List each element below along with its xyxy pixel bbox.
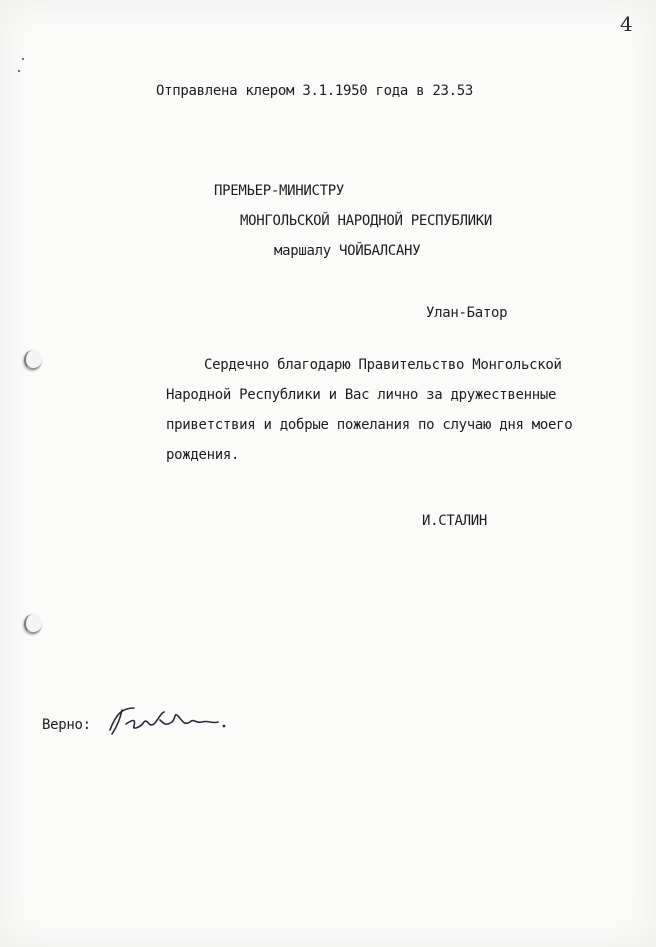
addressee-line-1: ПРЕМЬЕР-МИНИСТРУ xyxy=(214,183,345,199)
body-line: Народной Республики и Вас лично за дружественные xyxy=(166,387,557,403)
addressee-line-3: маршалу ЧОЙБАЛСАНУ xyxy=(274,243,421,259)
punch-hole-bottom xyxy=(24,614,42,634)
message-body xyxy=(166,350,606,470)
city: Улан-Батор xyxy=(426,305,508,321)
body-line: Сердечно благодарю Правительство Монгольской xyxy=(204,357,562,373)
body-line: рождения. xyxy=(166,447,240,463)
body-line: приветствия и добрые пожелания по случаю дня моего xyxy=(166,417,573,433)
signer-name: И.СТАЛИН xyxy=(422,513,488,529)
paper-speck xyxy=(22,58,24,60)
sent-line: Отправлена клером 3.1.1950 года в 23.53 xyxy=(156,83,474,99)
addressee-line-2: МОНГОЛЬСКОЙ НАРОДНОЙ РЕСПУБЛИКИ xyxy=(240,213,492,229)
page-number: 4 xyxy=(620,12,633,36)
punch-hole-top xyxy=(24,350,42,370)
paper-speck xyxy=(18,70,20,72)
verification-label: Верно: xyxy=(42,717,91,733)
handwritten-signature xyxy=(104,700,234,740)
